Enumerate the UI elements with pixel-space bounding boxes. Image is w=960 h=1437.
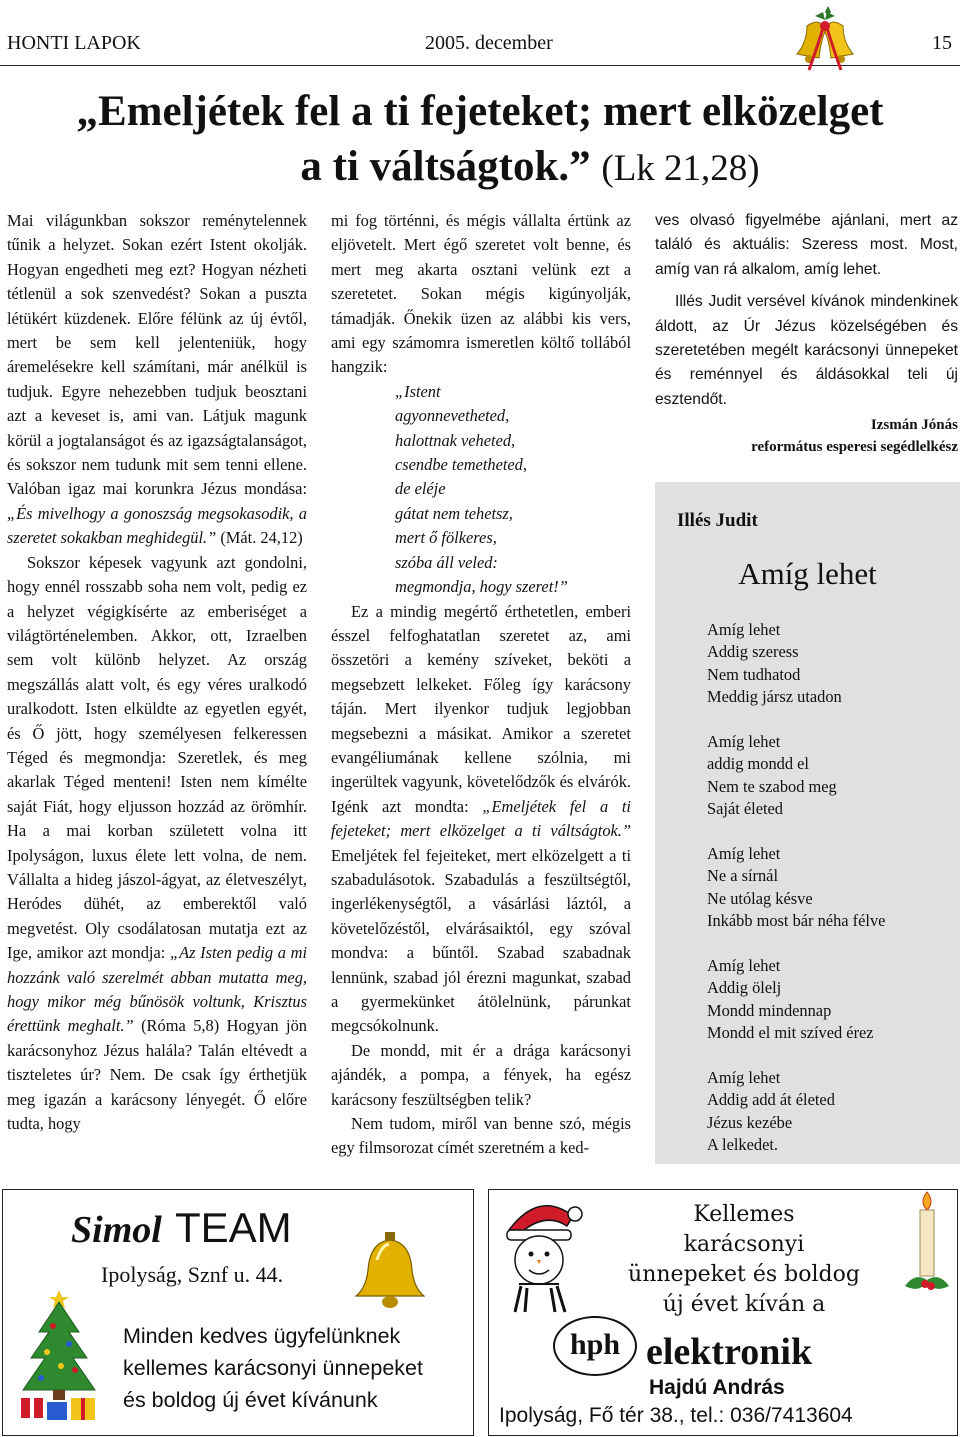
poem-author: Illés Judit	[677, 510, 758, 531]
stanza-line: Meddig jársz utadon	[707, 687, 842, 707]
article-column-2	[331, 209, 631, 1161]
poem-line: megmondja, hogy szeret!”	[395, 577, 568, 597]
stanza-line: Addig add át életed	[707, 1090, 835, 1110]
poem-line: szóba áll veled:	[395, 552, 498, 572]
greeting-line: kellemes karácsonyi ünnepeket	[123, 1356, 423, 1380]
issue-date: 2005. december	[425, 32, 553, 54]
stanza-line: Addig ölelj	[707, 978, 782, 998]
golden-bell-icon	[355, 1230, 425, 1310]
stanza-line: Amíg lehet	[707, 732, 781, 751]
ad-brand-simol: Simol	[71, 1209, 162, 1251]
quoted-poem	[331, 380, 631, 600]
col2-paragraph-2: De mondd, mit ér a drága karácsonyi ajándék, a pompa, a fények, ha egész karácsony feszültségben telik?	[331, 1040, 631, 1109]
stanza-line: Amíg lehet	[707, 956, 781, 975]
col3-paragraph-2: Illés Judit versével kívánok mindenkinek áldott, az Úr Jézus közelségében és szeretetében megélt karácsonyi ünnepeket és reménnyel és áldásokkal teli új esztendőt.	[655, 293, 958, 408]
poem-line: de eléje	[395, 479, 446, 499]
hph-logo: hph	[553, 1316, 637, 1376]
poem-line: „Istent	[395, 381, 441, 401]
stanza-line: Amíg lehet	[707, 620, 781, 639]
col1-paragraph-2: Sokszor képesek vagyunk azt gondolni, hogy ennél rosszabb soha nem volt, pedig ez a helyzet végigkísérte az emberiséget a világtörténelemben. Akkor, ott, Izraelben sem volt különb helyzet. Az ország megszállás alatt volt, és egy véres uralkodó uralkodott. Isten elküldte az egyetlen egyét, és Ő jött, hogy személyesen felkeressen Téged és megmondja: Szeretlek, és meg akarlak Téged menteni! Isten nem kímélte saját Fiát, hogy eljusson hozzád az örömhír. Ha a mai korban született volna itt Ipolyságon, luxus élete lett volna, de nem. Vállalta a hideg jászol-ágyat, az életveszélyt, Heródes dühét, az emberektől való megvetést. Oly csodálatosan mutatja ezt az Ige, amikor azt mondja: „Az Isten pedig a mi hozzánk való szerelmét abban mutatta meg, hogy mikor még bűnösök voltunk, Krisztus érettünk meghalt.” (Róma 5,8) Hogyan jön karácsonyhoz Jézus halála? Talán eltévedt a tiszteletes úr? Nem. De csak így érthetjük meg igazán a karácsony lényegét. Ő előre tudta, hogy	[7, 552, 307, 1134]
poem-stanza-3	[707, 843, 885, 933]
article-column-3	[655, 209, 958, 458]
stanza-line: Mondd mindennap	[707, 1000, 832, 1020]
poem-line: halottnak veheted,	[395, 430, 516, 450]
greeting-line: és boldog új évet kívánunk	[123, 1388, 378, 1412]
simol-team-ad	[2, 1189, 474, 1436]
poem-line: gátat nem tehetsz,	[395, 503, 513, 523]
hph-elektronik-ad	[488, 1189, 958, 1436]
stanza-line: Jézus kezébe	[707, 1112, 793, 1132]
poem-line: agyonnevetheted,	[395, 406, 510, 426]
ad-brand-team: TEAM	[175, 1204, 292, 1251]
stanza-line: addig mondd el	[707, 754, 809, 774]
poem-line: csendbe temetheted,	[395, 455, 527, 475]
stanza-line: Nem tudhatod	[707, 664, 801, 684]
christmas-bells-icon	[785, 4, 865, 79]
company-name: elektronik	[646, 1331, 813, 1373]
article-title-line2: a ti váltságtok.” (Lk 21,28)	[300, 143, 760, 190]
christmas-tree-icon	[13, 1286, 105, 1426]
poem-stanza-4	[707, 955, 874, 1045]
bible-reference: (Lk 21,28)	[601, 148, 760, 189]
poem-box	[655, 482, 960, 1164]
stanza-line: Ne a sírnál	[707, 866, 778, 886]
stanza-line: A lelkedet.	[707, 1135, 779, 1155]
ad-greeting	[123, 1320, 423, 1416]
col1-paragraph-1: Mai világunkban sokszor reménytelennek tűnik a helyzet. Sokan ezért Istent okolják. Hogyan engedheti meg ezt? Hogyan nézheti tétlenül a sok szenvedést? Sokan a puszta létükért küzdenek. Előre félünk az új évtől, mert be sem kell jelenteniük, hogy áremelésekre kell számítani, már anélkül is tudjuk. Egyre nehezebben tudjuk beosztani azt a keveset is, ami van. Látjuk magunk körül a jogtalanságot és az igazságtalanságot, és sokszor nem tudunk mit sem tenni ellene. Valóban igaz mai korunkra Jézus mondása: „És mivelhogy a gonoszság megsokasodik, a szeretet sokakban meghidegül.” (Mát. 24,12)	[7, 211, 307, 548]
ad-address: Ipolyság, Sznf u. 44.	[101, 1262, 284, 1287]
col2-intro: mi fog történni, és mégis vállalta értünk az eljövetelt. Mert égő szeretet volt benne, és mert meg akarta osztani velünk ezt a szeretetet. Sokan mégis kigúnyolják, támadják. Őnekik üzen az alábbi kis vers, ami egy számomra ismeretlen költő tollából hangzik:	[331, 211, 631, 377]
greeting-line: új évet kíván a	[662, 1292, 826, 1317]
poem-stanza-1	[707, 619, 842, 709]
poem-stanza-2	[707, 731, 837, 821]
col2-paragraph-3: Nem tudom, miről van benne szó, mégis egy filmsorozat címét szeretném a ked-	[331, 1114, 631, 1158]
greeting-line: karácsonyi	[683, 1232, 805, 1257]
stanza-line: Inkább most bár néha félve	[707, 911, 886, 931]
greeting-line: Minden kedves ügyfelünknek	[123, 1324, 401, 1348]
stanza-line: Saját életed	[707, 799, 783, 819]
article-column-1	[7, 209, 307, 1136]
stanza-line: Amíg lehet	[707, 1068, 781, 1087]
poem-stanza-5	[707, 1067, 835, 1157]
candle-holly-icon	[899, 1190, 955, 1310]
stanza-line: Ne utólag késve	[707, 888, 813, 908]
stanza-line: Addig szeress	[707, 642, 799, 662]
stanza-line: Amíg lehet	[707, 844, 781, 863]
article-title-line1: „Emeljétek fel a ti fejeteket; mert elközelget	[76, 88, 884, 135]
santa-snowman-icon	[491, 1194, 589, 1314]
signature-name: Izsmán Jónás	[870, 417, 958, 434]
poem-title: Amíg lehet	[738, 556, 877, 591]
poem-line: mert ő fölkeres,	[395, 528, 497, 548]
page-number: 15	[932, 32, 952, 54]
col3-paragraph-1: ves olvasó figyelmébe ajánlani, mert az találó és aktuális: Szeress most. Most, amíg van rá alkalom, amíg lehet.	[655, 212, 958, 278]
owner-name: Hajdú András	[649, 1376, 785, 1399]
ad-greeting	[579, 1200, 909, 1320]
greeting-line: Kellemes	[693, 1202, 795, 1227]
signature-role: református esperesi segédlelkész	[751, 439, 958, 456]
stanza-line: Nem te szabod meg	[707, 776, 837, 796]
stanza-line: Mondd el mit szíved érez	[707, 1023, 874, 1043]
col2-paragraph-1: Ez a mindig megértő érthetetlen, emberi ésszel felfoghatatlan szeretet az, ami összetöri a kemény szíveket, beköti a megsebzett lelkeket. Főleg így karácsony táján. Mert ilyenkor tudjuk legjobban megsebezni a másikat. Amikor a szeretet evangéliumának kellene szólnia, mi ingerültek vagyunk, követelődzők és elvárók. Igénk azt mondta: „Emeljétek fel a ti fejeteket; mert elközelget a ti váltságtok.” Emeljétek fel fejeiteket, mert elközelgett a ti szabadulásotok. Szabadulás a feszültségtől, ingerlékenységtől, a vásárlási láztól, a követelőzéstől, elvárásaiktól, egy szóval mondva: a bűntől. Szabad szabadnak lennünk, szabad jól érezni magunkat, szabad a gyermekünket átölelnünk, párunkat megcsókolnunk.	[331, 601, 631, 1036]
company-address: Ipolyság, Fő tér 38., tel.: 036/7413604	[499, 1404, 853, 1427]
running-head-title: HONTI LAPOK	[7, 32, 141, 54]
greeting-line: ünnepeket és boldog	[628, 1262, 860, 1287]
